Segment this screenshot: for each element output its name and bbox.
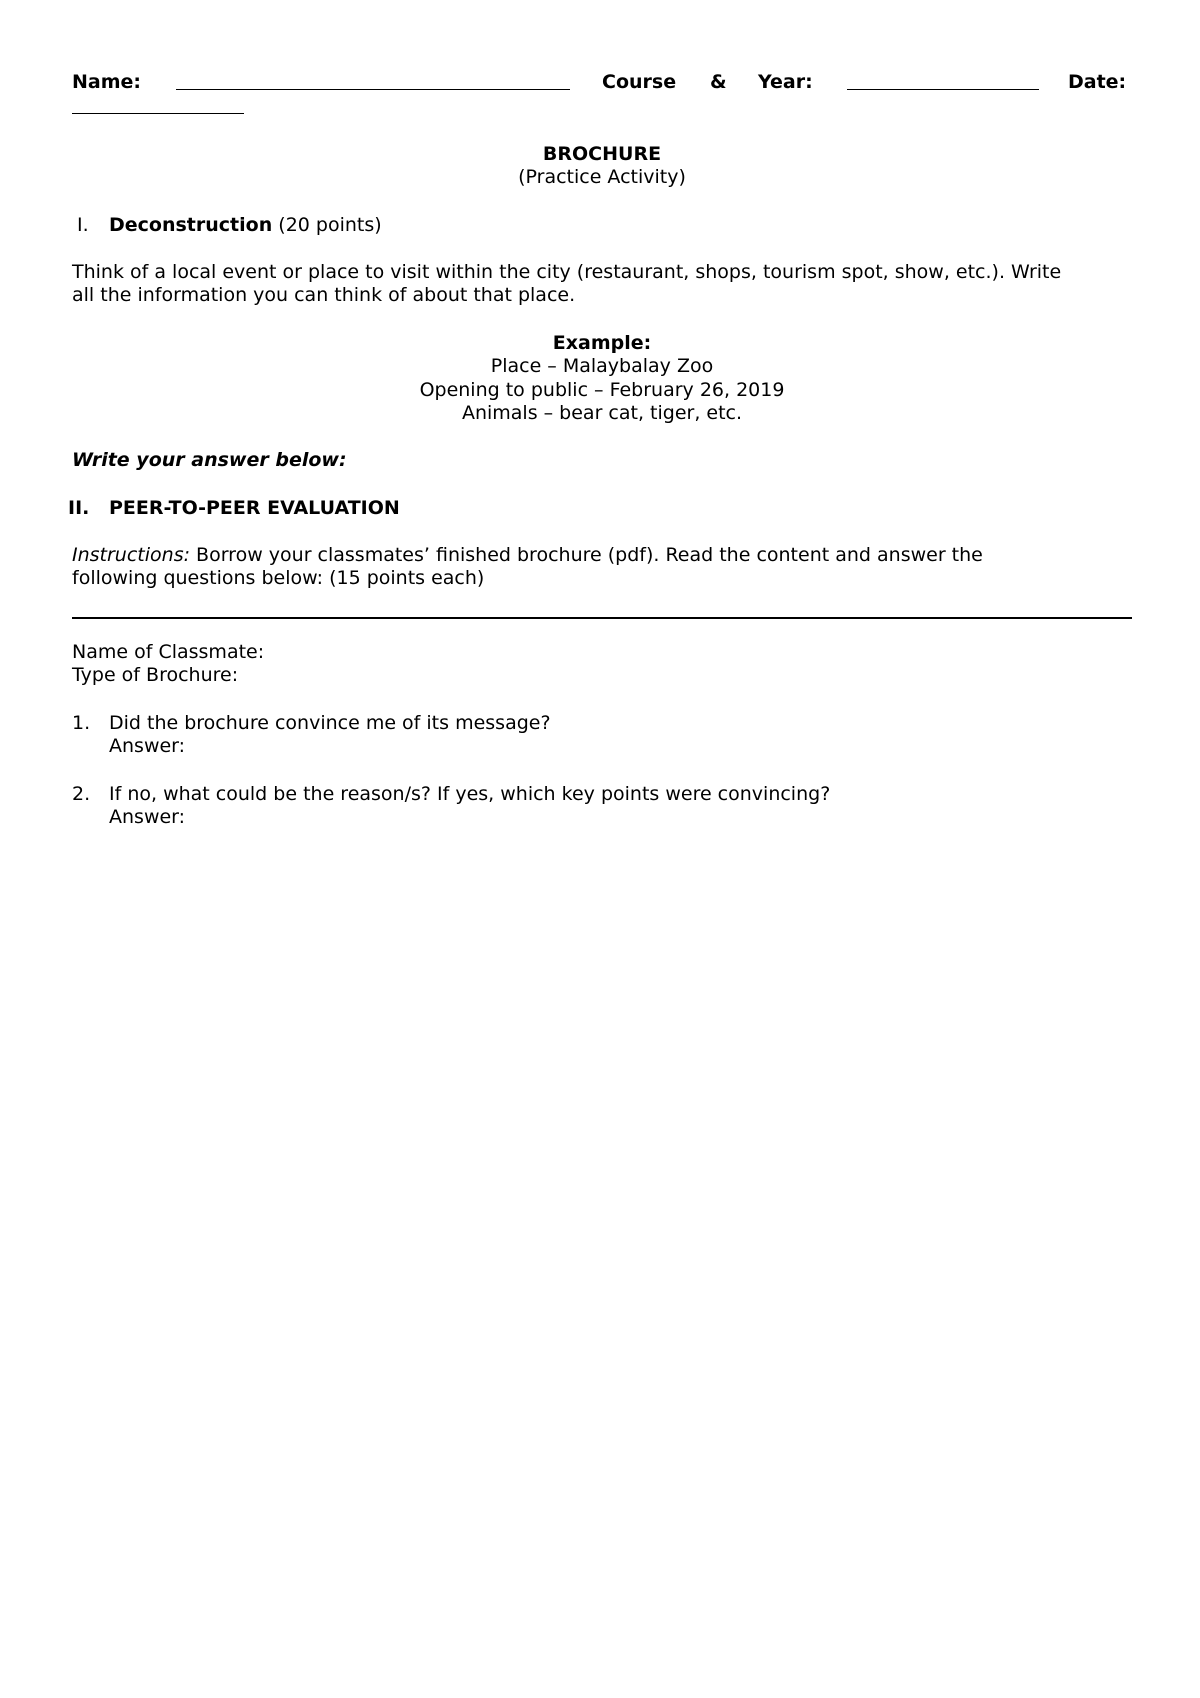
instructions-label: Instructions: (72, 544, 190, 566)
answer-label: Answer: (109, 735, 186, 757)
name-blank[interactable] (176, 71, 570, 90)
divider-line (72, 617, 1132, 619)
date-blank[interactable] (72, 95, 244, 114)
example-heading: Example: (552, 332, 652, 354)
section-1-body-line-1: Think of a local event or place to visit within the city (restaurant, shops, tourism spot, show, etc.). Write (72, 261, 1062, 283)
classmate-name-label: Name of Classmate: (72, 641, 265, 663)
section-1-points: (20 points) (278, 214, 382, 236)
document-subtitle: (Practice Activity) (518, 166, 686, 188)
date-label: Date: (1068, 71, 1127, 93)
instructions-line-2: following questions below: (15 points each) (72, 567, 485, 589)
instructions-line-1 (72, 544, 1132, 568)
year-label: Year: (758, 71, 813, 93)
document-title: BROCHURE (542, 143, 662, 165)
question-text: If no, what could be the reason/s? If yes, which key points were convincing? (109, 783, 831, 805)
answer-prompt: Write your answer below: (72, 449, 347, 471)
instructions-text: Borrow your classmates’ finished brochure (pdf). Read the content and answer the (196, 544, 983, 566)
question-number: 1. (72, 712, 91, 734)
brochure-type-label: Type of Brochure: (72, 664, 239, 686)
example-line: Animals – bear cat, tiger, etc. (461, 402, 743, 424)
question-text: Did the brochure convince me of its message? (109, 712, 551, 734)
answer-label: Answer: (109, 806, 186, 828)
example-line: Place – Malaybalay Zoo (490, 355, 714, 377)
section-1-numeral: I. (77, 214, 89, 236)
course-label: Course (602, 71, 677, 93)
section-2-title: PEER-TO-PEER EVALUATION (109, 497, 400, 519)
course-year-blank[interactable] (847, 71, 1039, 90)
section-1-body-line-2: all the information you can think of about that place. (72, 284, 576, 306)
example-line: Opening to public – February 26, 2019 (419, 379, 785, 401)
section-1-title: Deconstruction (109, 214, 273, 236)
section-2-numeral: II. (68, 497, 90, 519)
name-label: Name: (72, 71, 142, 93)
question-number: 2. (72, 783, 91, 805)
ampersand: & (710, 71, 727, 93)
